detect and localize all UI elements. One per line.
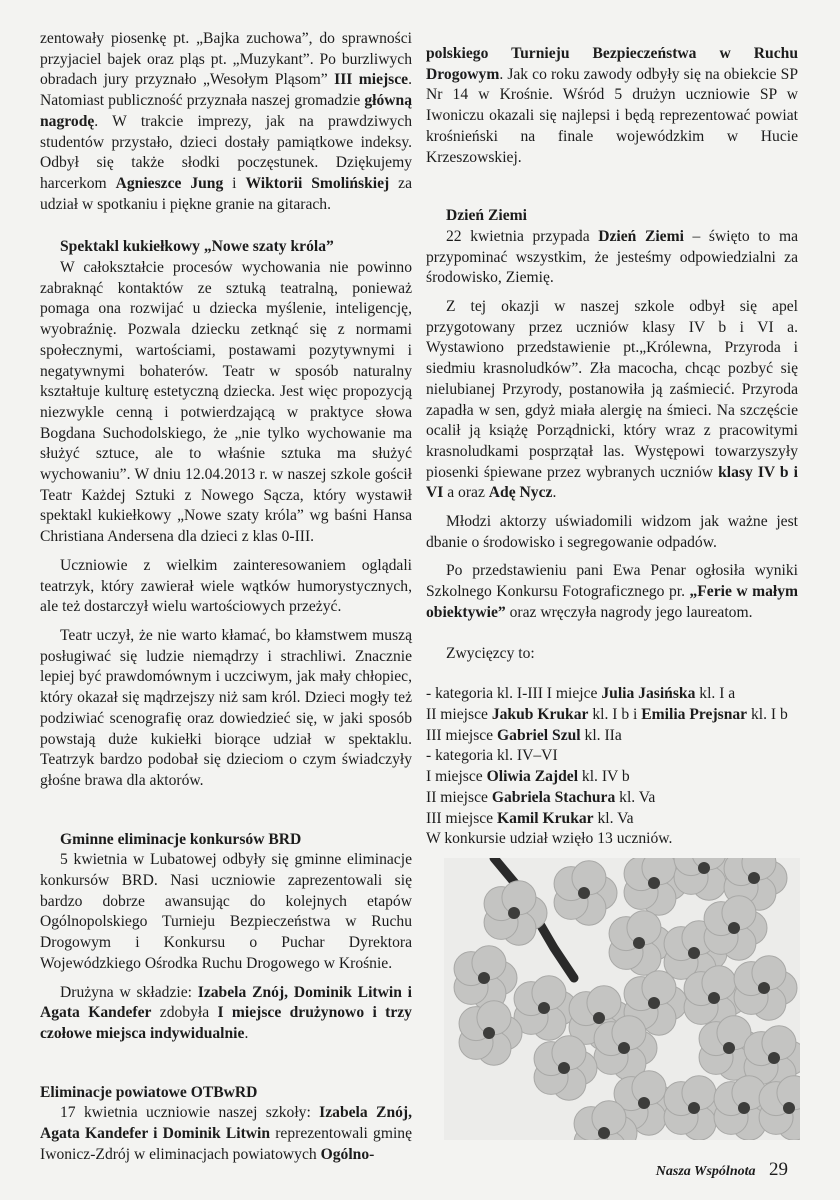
bold-text: Agnieszce Jung bbox=[115, 174, 224, 192]
page-number: 29 bbox=[769, 1159, 788, 1180]
bold-text: główną nagrodę bbox=[40, 92, 412, 130]
winner-line bbox=[426, 809, 798, 830]
spektakl-heading: Spektakl kukiełkowy „Nowe szaty króla” bbox=[60, 238, 334, 256]
bold-text: polskiego Turnieju Bezpieczeństwa w Ruchu Drogowym bbox=[426, 45, 798, 83]
text-run: Z tej okazji w naszej szkole odbył się apel przygotowany przez uczniów klasy IV b i VI a. Wystawiono przedstawienie pt.„Królewna, Przyroda i siedmiu krasnoludków”. Zła macocha, chcąc pozbyć się nielubianej Przyrody, postanowiła ją zaśmiecić. Przyroda zapadła w sen, gdyż miała alergię na śmieci. Na szczęście ocalił ją książę Porządnicki, który wraz z pracowitymi krasnoludkami posprzątał las. Występowi towarzyszyły piosenki śpiewane przez wybranych uczniów bbox=[426, 298, 798, 481]
text-run: zentowały piosenkę pt. „Bajka zuchowa”, do sprawności przyjaciel bajek oraz pląs pt. „Muzykant”. Po burzliwych obradach jury przyznało „Wesołym Pląsom” bbox=[40, 30, 412, 89]
winner-line bbox=[426, 726, 798, 747]
text-run: kl. I a bbox=[695, 685, 736, 703]
spektakl-paragraph-2: Uczniowie z wielkim zainteresowaniem oglądali teatrzyk, który zawierał wiele wątków humorystycznych, ale też dostarczył wielu wartościowych przeżyć. bbox=[40, 556, 412, 616]
winner-line bbox=[426, 767, 798, 788]
bold-text: Ogólno- bbox=[320, 1145, 375, 1163]
winner-line bbox=[426, 829, 798, 850]
bold-text: Kamil Krukar bbox=[497, 809, 594, 827]
intro-paragraph bbox=[40, 29, 412, 215]
text-run: W konkursie udział wzięło 13 uczniów. bbox=[426, 830, 673, 848]
gminne-heading: Gminne eliminacje konkursów BRD bbox=[60, 830, 302, 848]
bold-text: Julia Jasińska bbox=[601, 685, 696, 703]
text-run: . W trakcie imprezy, jak na prawdziwych studentów przystało, dzieci dostały pamiątkowe indeksy. Odbył się także słodki poczęstunek. Dziękujemy harcerkom bbox=[40, 112, 412, 192]
bold-text: Izabela Znój, Dominik Litwin i Agata Kandefer bbox=[40, 983, 412, 1022]
text-run: III miejsce bbox=[426, 726, 498, 744]
text-run: reprezentowali gminę Iwonicz-Zdrój w eliminacjach powiatowych bbox=[40, 1125, 412, 1163]
winner-line bbox=[426, 788, 798, 809]
text-run: – święto to ma przypominać wszystkim, że jesteśmy odpowiedzialni za środowisko, Ziemię. bbox=[426, 227, 798, 287]
bold-text: klasy IV b i VI bbox=[426, 463, 799, 502]
spektakl-paragraph-1: W całokształcie procesów wychowania nie powinno zabraknąć kontaktów ze sztuką teatralną, ponieważ pomaga ona rozwijać u dziecka myślenie, inteligencję, wyobraźnię. Pozwala dziecku zetknąć się z normami społecznymi, wartościami, postawami pozytywnymi i negatywnymi bohaterów. Teatr w sposób naturalny kształtuje kulturę estetyczną dziecka. Jest więc propozycją niezwykle cenną i potwierdzającą w praktyce słowa Bogdana Suchodolskiego, że „nie tylko wychowanie ma służyć sztuce, ale to właśnie sztuka ma służyć wychowaniu”. W dniu 12.04.2013 r. w naszej szkole gościł Teatr Każdej Sztuki z Nowego Sącza, który wystawił spektakl kukiełkowy „Nowe szaty króla” wg baśni Hansa Christiana Andersena dla dzieci z klas 0-III. bbox=[40, 259, 412, 546]
text-run: kl. Va bbox=[593, 809, 634, 827]
dzien-ziemi-paragraph-1 bbox=[426, 227, 798, 289]
winner-line bbox=[426, 746, 798, 767]
bold-text: Gabriela Stachura bbox=[491, 788, 616, 806]
text-run: . Jak co roku zawody odbyły się na obiekcie SP Nr 14 w Krośnie. Wśród 5 drużyn uczniowie SP w Iwoniczu okazali się najlepsi i będą reprezentować powiat krośnieński na finale wojewódzkim w Hucie Krzeszowskiej. bbox=[426, 65, 798, 166]
winner-line bbox=[426, 684, 798, 705]
bold-text: Oliwia Zajdel bbox=[486, 768, 579, 786]
continuation-paragraph bbox=[426, 44, 798, 168]
gminne-paragraph: 5 kwietnia w Lubatowej odbyły się gminne eliminacje konkursów BRD. Nasi uczniowie zaprezentowali się bardzo dobrze awansując do kolejnych etapów Ogólnopolskiego Turnieju Bezpieczeństwa w Ruchu Drogowym i Konkursu o Puchar Dyrektora Wojewódzkiego Ośrodka Ruchu Drogowego w Krośnie. bbox=[40, 851, 412, 972]
bold-text: Gabriel Szul bbox=[497, 726, 581, 744]
powiatowe-paragraph bbox=[40, 1103, 412, 1165]
text-run: Drużyna w składzie: bbox=[60, 983, 198, 1001]
bold-text: III miejsce bbox=[334, 71, 409, 89]
text-run: kl. Va bbox=[615, 788, 656, 806]
bold-text: Jakub Krukar bbox=[491, 705, 589, 723]
dzien-ziemi-heading: Dzień Ziemi bbox=[446, 207, 527, 225]
text-run: i bbox=[223, 174, 246, 192]
text-run: II miejsce bbox=[426, 705, 492, 723]
powiatowe-heading: Eliminacje powiatowe OTBwRD bbox=[40, 1083, 258, 1101]
text-run: - kategoria kl. IV–VI bbox=[426, 747, 558, 765]
blossom-illustration bbox=[444, 858, 800, 1140]
blossom-flower bbox=[759, 1076, 800, 1140]
right-column bbox=[426, 44, 798, 850]
text-run: kl. I b bbox=[747, 705, 788, 723]
bold-text: Emilia Prejsnar bbox=[641, 705, 748, 723]
magazine-name: Nasza Wspólnota bbox=[655, 1164, 756, 1179]
spektakl-paragraph-3: Teatr uczył, że nie warto kłamać, bo kłamstwem muszą posługiwać się ludzie niemądrzy i strachliwi. Znacznie lepiej być prawdomównym i uczciwym, jak mały chłopiec, który okazał się mądrzejszy niż sam król. Dzieci mogły też podziwiać scenografię oraz dowiedzieć się, w jaki sposób powstają duże kukiełki biorące udział w spektaklu. Teatrzyk bardzo podobał się dzieciom o czym świadczyły głośne brawa dla aktorów. bbox=[40, 626, 412, 789]
winner-line bbox=[426, 705, 798, 726]
bold-text: Izabela Znój, Agata Kandefer i Dominik Litwin bbox=[40, 1104, 412, 1143]
gminne-team-paragraph bbox=[40, 983, 412, 1045]
text-run: Po przedstawieniu pani Ewa Penar ogłosiła wyniki Szkolnego Konkursu Fotograficznego pr. bbox=[426, 562, 798, 601]
text-run: - kategoria kl. I-III I miejce bbox=[426, 685, 602, 703]
text-run: kl. IV b bbox=[578, 768, 630, 786]
page-footer bbox=[656, 1160, 788, 1182]
text-run: 17 kwietnia uczniowie naszej szkoły: bbox=[60, 1104, 320, 1122]
text-run: zdobyła bbox=[151, 1004, 218, 1022]
dzien-ziemi-paragraph-2 bbox=[426, 297, 798, 504]
text-run: . Natomiast publiczność przyznała naszej gromadzie bbox=[40, 71, 413, 110]
text-run: za udział w spotkaniu i piękne granie na gitarach. bbox=[40, 174, 412, 213]
text-run: . bbox=[552, 484, 557, 502]
text-run: II miejsce bbox=[426, 788, 492, 806]
text-run: kl. IIa bbox=[580, 726, 622, 744]
bold-text: Dzień Ziemi bbox=[598, 227, 684, 245]
text-run: kl. I b i bbox=[588, 705, 642, 723]
bold-text: I miejsce drużynowo i trzy czołowe miejsca indywidualnie bbox=[40, 1004, 412, 1042]
text-run: I miejsce bbox=[426, 768, 487, 786]
text-run: . bbox=[244, 1024, 249, 1042]
text-run: oraz wręczyła nagrody jego laureatom. bbox=[505, 603, 753, 621]
bold-text: Adę Nycz bbox=[488, 484, 553, 502]
bold-text: Wiktorii Smolińskiej bbox=[245, 174, 390, 192]
text-run: a oraz bbox=[443, 484, 489, 502]
dzien-ziemi-paragraph-3: Młodzi aktorzy uświadomili widzom jak ważne jest dbanie o środowisko i segregowanie odpadów. bbox=[426, 513, 798, 551]
dzien-ziemi-paragraph-4 bbox=[426, 561, 798, 623]
text-run: III miejsce bbox=[426, 809, 498, 827]
winners-list bbox=[426, 684, 798, 850]
left-column bbox=[40, 29, 412, 1165]
bold-text: „Ferie w małym obiektywie” bbox=[426, 583, 798, 621]
winners-intro: Zwycięzcy to: bbox=[446, 644, 535, 662]
text-run: 22 kwietnia przypada bbox=[446, 227, 599, 245]
cherry-blossom-photo bbox=[444, 858, 800, 1140]
